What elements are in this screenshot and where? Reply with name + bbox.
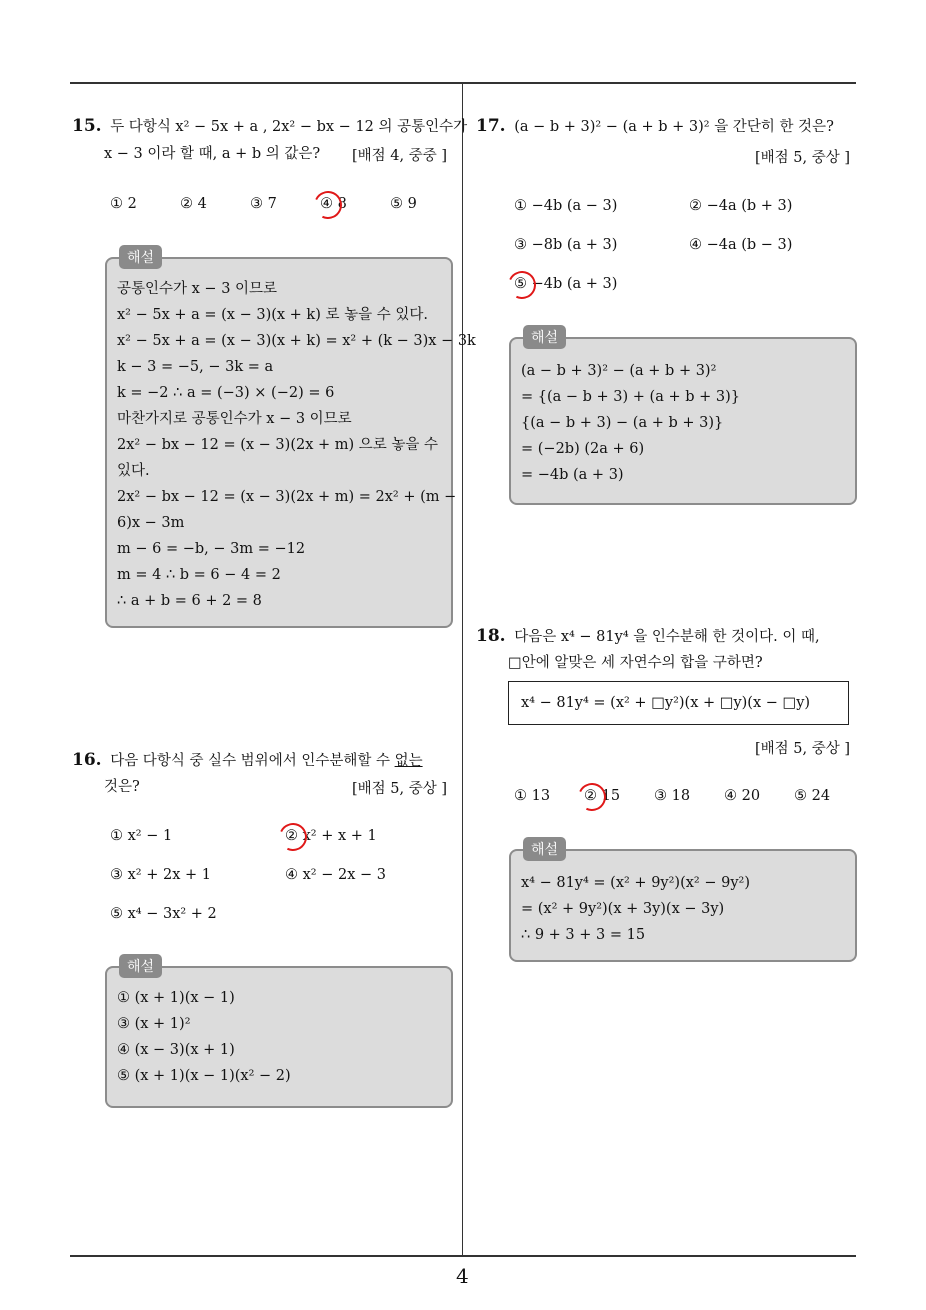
q18-choice-1[interactable]: ① 13 (514, 788, 551, 804)
q18-solution-line: = (x² + 9y²)(x + 3y)(x − 3y) (521, 901, 725, 917)
q18-solution-line: ∴ 9 + 3 + 3 = 15 (521, 927, 646, 943)
q16-solution-line: ⑤ (x + 1)(x − 1)(x² − 2) (117, 1068, 291, 1084)
q15-solution-box (105, 250, 476, 628)
q17-solution-line: = {(a − b + 3) + (a + b + 3)} (521, 389, 740, 405)
q18-meta: [배점 5, 중상 ] (755, 741, 851, 757)
q18-answer-mark (574, 779, 610, 815)
q16-number: 16. (72, 750, 102, 770)
q15-solution-line: 2x² − bx − 12 = (x − 3)(2x + m) = 2x² + (m − (117, 489, 457, 505)
q16-choice-3[interactable]: ③ x² + 2x + 1 (110, 867, 211, 883)
q17-solution-tag: 해설 (523, 325, 566, 349)
q18-solution-tag: 해설 (523, 837, 566, 861)
q15-choice-3[interactable]: ③ 7 (250, 196, 277, 212)
q15-meta: [배점 4, 중중 ] (352, 148, 448, 164)
q17-choice-2[interactable]: ② −4a (b + 3) (689, 198, 793, 214)
q15-stem-1: 두 다항식 x² − 5x + a , 2x² − bx − 12 의 공통인수가 (110, 119, 468, 135)
q18-solution-box (509, 842, 857, 962)
q15-solution-line: 2x² − bx − 12 = (x − 3)(2x + m) 으로 놓을 수 (117, 437, 439, 453)
q16-choice-2[interactable]: ② x² + x + 1 (285, 828, 377, 844)
q17-solution-line: {(a − b + 3) − (a + b + 3)} (521, 415, 724, 431)
q15-answer-mark (310, 187, 346, 223)
q16-solution-line: ③ (x + 1)² (117, 1016, 191, 1032)
q15-solution-line: k − 3 = −5, − 3k = a (117, 359, 274, 375)
q15-choice-2[interactable]: ② 4 (180, 196, 207, 212)
q17-choice-3[interactable]: ③ −8b (a + 3) (514, 237, 618, 253)
q16-choice-1[interactable]: ① x² − 1 (110, 828, 173, 844)
q18-stem-1: 다음은 x⁴ − 81y⁴ 을 인수분해 한 것이다. 이 때, (514, 629, 820, 645)
q16-answer-mark (275, 819, 311, 855)
column-divider (462, 84, 463, 1256)
q18-solution-line: x⁴ − 81y⁴ = (x² + 9y²)(x² − 9y²) (521, 875, 750, 891)
q16-stem-1: 다음 다항식 중 실수 범위에서 인수분해할 수 (110, 753, 395, 769)
page-number: 4 (456, 1264, 469, 1288)
q18-expression: x⁴ − 81y⁴ = (x² + □y²)(x + □y)(x − □y) (521, 695, 811, 711)
q17-solution-line: = −4b (a + 3) (521, 467, 624, 483)
q15-choice-5[interactable]: ⑤ 9 (390, 196, 417, 212)
q18-stem-2: □안에 알맞은 세 자연수의 합을 구하면? (508, 655, 763, 671)
q18-choice-2[interactable]: ② 15 (584, 788, 621, 804)
q15-solution-line: 있다. (117, 463, 150, 479)
q15-solution-line: x² − 5x + a = (x − 3)(x + k) 로 놓을 수 있다. (117, 307, 428, 323)
q15-solution-line: m = 4 ∴ b = 6 − 4 = 2 (117, 567, 281, 583)
q17-solution-line: (a − b + 3)² − (a + b + 3)² (521, 363, 717, 379)
q17-choice-5[interactable]: ⑤ −4b (a + 3) (514, 276, 618, 292)
q15-choice-1[interactable]: ① 2 (110, 196, 137, 212)
q16-solution-box (105, 959, 453, 1108)
q16-stem-2: 것은? (104, 779, 140, 795)
q18-choice-4[interactable]: ④ 20 (724, 788, 761, 804)
q18-expression-frame (508, 681, 849, 725)
q15-stem-2: x − 3 이라 할 때, a + b 의 값은? (104, 146, 321, 162)
q18-line1 (476, 626, 820, 647)
q17-stem-1: (a − b + 3)² − (a + b + 3)² 을 간단히 한 것은? (514, 119, 834, 135)
q17-answer-mark (504, 267, 540, 303)
q17-choice-4[interactable]: ④ −4a (b − 3) (689, 237, 793, 253)
q15-solution-line: 마찬가지로 공통인수가 x − 3 이므로 (117, 411, 352, 427)
q15-solution-line: x² − 5x + a = (x − 3)(x + k) = x² + (k − 3)x − 3k (117, 333, 476, 349)
q16-solution-line: ④ (x − 3)(x + 1) (117, 1042, 235, 1058)
q16-line1 (72, 750, 423, 771)
q17-solution-box (509, 330, 857, 505)
q16-solution-line: ① (x + 1)(x − 1) (117, 990, 235, 1006)
q15-solution-line: k = −2 ∴ a = (−3) × (−2) = 6 (117, 385, 335, 401)
top-rule (70, 82, 856, 84)
q16-choice-4[interactable]: ④ x² − 2x − 3 (285, 867, 386, 883)
q16-meta: [배점 5, 중상 ] (352, 781, 448, 797)
q17-number: 17. (476, 116, 506, 136)
q18-number: 18. (476, 626, 506, 646)
q17-choice-1[interactable]: ① −4b (a − 3) (514, 198, 618, 214)
q15-solution-line: 6)x − 3m (117, 515, 185, 531)
q15-solution-line: 공통인수가 x − 3 이므로 (117, 281, 278, 297)
bottom-rule (70, 1255, 856, 1257)
q17-meta: [배점 5, 중상 ] (755, 150, 851, 166)
q18-choice-3[interactable]: ③ 18 (654, 788, 691, 804)
q15-solution-line: ∴ a + b = 6 + 2 = 8 (117, 593, 262, 609)
q17-solution-line: = (−2b) (2a + 6) (521, 441, 645, 457)
q15-solution-tag: 해설 (119, 245, 162, 269)
q15-line1 (72, 116, 467, 137)
q15-number: 15. (72, 116, 102, 136)
q15-solution-line: m − 6 = −b, − 3m = −12 (117, 541, 306, 557)
q16-choice-5[interactable]: ⑤ x⁴ − 3x² + 2 (110, 906, 217, 922)
q16-stem-underlined: 없는 (394, 753, 423, 769)
q17-line1 (476, 116, 834, 137)
q15-choice-4[interactable]: ④ 8 (320, 196, 347, 212)
q16-solution-tag: 해설 (119, 954, 162, 978)
q18-choice-5[interactable]: ⑤ 24 (794, 788, 831, 804)
